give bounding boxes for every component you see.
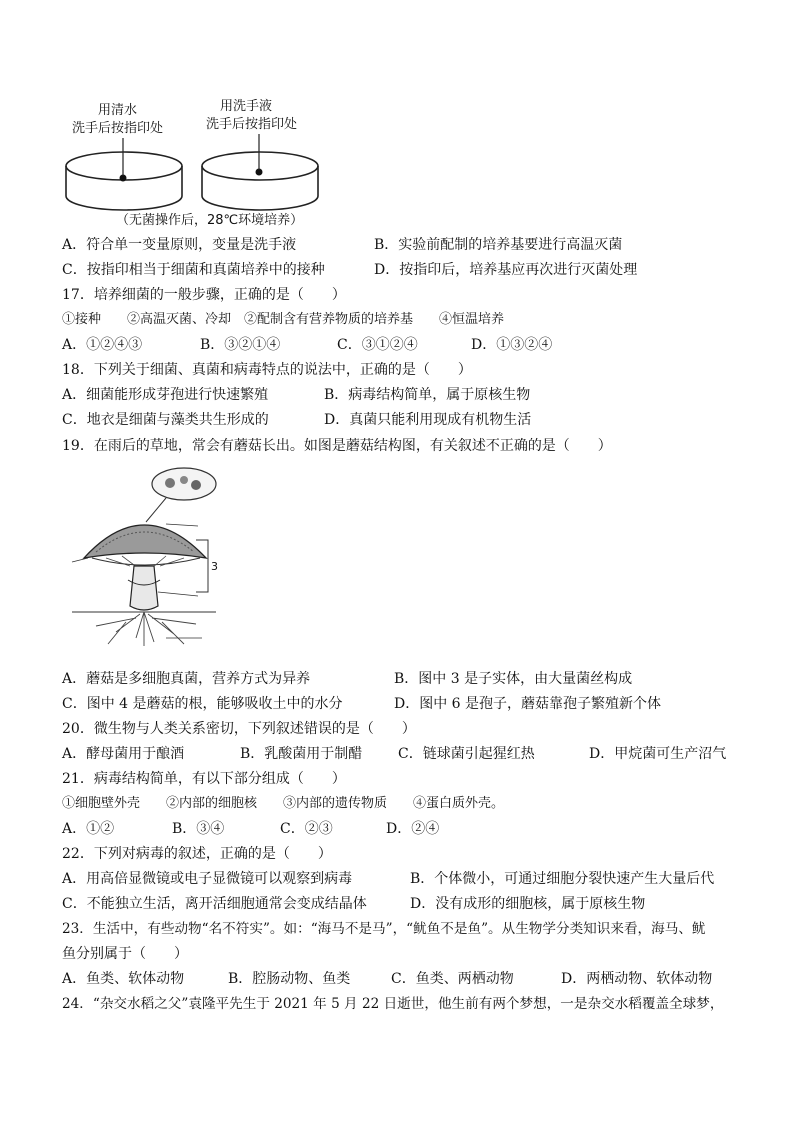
q19-option-a: A．蘑菇是多细胞真菌，营养方式为异养	[62, 671, 311, 687]
q21-option-a: A．①②	[62, 821, 115, 837]
mushroom-figure	[66, 462, 226, 652]
q17-stem: 17．培养细菌的一般步骤，正确的是（ ）	[62, 287, 346, 303]
q16-option-b: B．实验前配制的培养基要进行高温灭菌	[374, 237, 623, 253]
q22-option-b: B．个体微小，可通过细胞分裂快速产生大量后代	[410, 871, 715, 887]
q16-option-d: D．按指印后，培养基应再次进行灭菌处理	[374, 262, 638, 278]
q19-option-b: B．图中 3 是子实体，由大量菌丝构成	[394, 671, 633, 687]
q20-option-c: C．链球菌引起猩红热	[398, 746, 535, 762]
q16-option-a: A．符合单一变量原则，变量是洗手液	[62, 237, 297, 253]
q22-stem: 22．下列对病毒的叙述，正确的是（ ）	[62, 846, 332, 862]
q21-option-b: B．③④	[172, 821, 225, 837]
q23-option-b: B．腔肠动物、鱼类	[228, 971, 351, 987]
q19-option-d: D．图中 6 是孢子，蘑菇靠孢子繁殖新个体	[394, 696, 662, 712]
q24-stem-line1: 24．“杂交水稻之父”袁隆平先生于 2021 年 5 月 22 日逝世，他生前有两个梦想，一是杂交水稻覆盖全球梦，	[62, 996, 724, 1012]
q19-stem: 19．在雨后的草地，常会有蘑菇长出。如图是蘑菇结构图，有关叙述不正确的是（ ）	[62, 438, 612, 454]
q18-option-a: A．细菌能形成芽孢进行快速繁殖	[62, 387, 269, 403]
q20-stem: 20．微生物与人类关系密切，下列叙述错误的是（ ）	[62, 721, 416, 737]
left-dish-label-1: 用清水	[98, 103, 138, 118]
q23-stem-line2: 鱼分别属于（ ）	[62, 946, 188, 962]
q23-option-c: C．鱼类、两栖动物	[391, 971, 514, 987]
q17-steps: ①接种 ②高温灭菌、冷却 ②配制含有营养物质的培养基 ④恒温培养	[62, 312, 505, 327]
mushroom-label-3: 3	[211, 560, 218, 573]
q23-stem-line1: 23．生活中，有些动物“名不符实”。如：“海马不是马”，“鱿鱼不是鱼”。从生物学分类知识来看，海马、鱿	[62, 921, 706, 937]
q18-option-b: B．病毒结构简单，属于原核生物	[324, 387, 531, 403]
figure-caption: （无菌操作后，28℃环境培养）	[116, 213, 304, 228]
q17-option-b: B．③②①④	[200, 337, 281, 353]
q21-option-d: D．②④	[386, 821, 440, 837]
q16-option-c: C．按指印相当于细菌和真菌培养中的接种	[62, 262, 325, 278]
q20-option-a: A．酵母菌用于酿酒	[62, 746, 185, 762]
q17-option-a: A．①②④③	[62, 337, 143, 353]
q19-option-c: C．图中 4 是蘑菇的根，能够吸收土中的水分	[62, 696, 343, 712]
q20-option-b: B．乳酸菌用于制醋	[240, 746, 363, 762]
right-dish-label-2: 洗手后按指印处	[206, 117, 298, 132]
q22-option-d: D．没有成形的细胞核，属于原核生物	[410, 896, 646, 912]
q18-option-c: C．地衣是细菌与藻类共生形成的	[62, 412, 269, 428]
left-dish-label-2: 洗手后按指印处	[72, 121, 164, 136]
q20-option-d: D．甲烷菌可生产沼气	[589, 746, 727, 762]
mushroom-illustration	[66, 462, 226, 652]
right-dish-label-1: 用洗手液	[220, 99, 273, 114]
q23-option-d: D．两栖动物、软体动物	[561, 971, 713, 987]
q23-option-a: A．鱼类、软体动物	[62, 971, 185, 987]
q21-steps: ①细胞壁外壳 ②内部的细胞核 ③内部的遗传物质 ④蛋白质外壳。	[62, 796, 505, 811]
q22-option-a: A．用高倍显微镜或电子显微镜可以观察到病毒	[62, 871, 353, 887]
q18-option-d: D．真菌只能利用现成有机物生活	[324, 412, 532, 428]
q18-stem: 18．下列关于细菌、真菌和病毒特点的说法中，正确的是（ ）	[62, 362, 472, 378]
q17-option-c: C．③①②④	[337, 337, 418, 353]
q17-option-d: D．①③②④	[471, 337, 553, 353]
q21-option-c: C．②③	[280, 821, 333, 837]
q21-stem: 21．病毒结构简单，有以下部分组成（ ）	[62, 771, 346, 787]
petri-dish-figure	[60, 88, 330, 236]
q22-option-c: C．不能独立生活，离开活细胞通常会变成结晶体	[62, 896, 367, 912]
